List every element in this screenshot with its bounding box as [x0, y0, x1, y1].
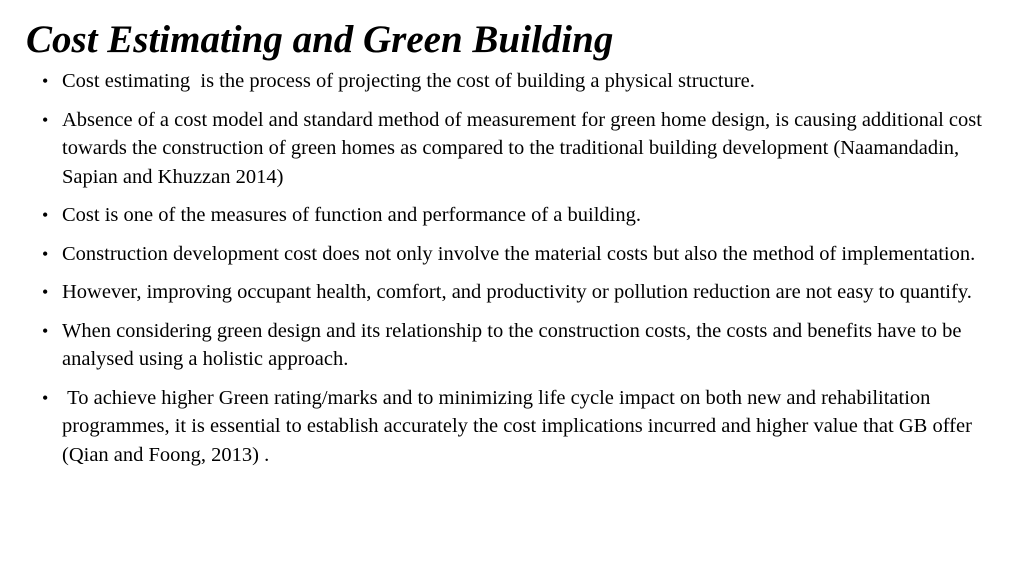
bullet-text: When considering green design and its relationship to the construction costs, the costs and benefits have to be analysed using a holistic approach. — [62, 319, 967, 370]
bullet-text: However, improving occupant health, comfort, and productivity or pollution reduction are not easy to quantify. — [62, 281, 972, 303]
bullet-item — [42, 240, 982, 269]
bullet-icon: • — [42, 205, 49, 225]
bullet-item — [42, 67, 982, 96]
bullet-item — [42, 278, 982, 307]
bullet-icon: • — [42, 320, 49, 341]
bullet-item — [42, 201, 982, 230]
bullet-icon: • — [42, 387, 49, 408]
bullet-item — [42, 384, 982, 470]
bullet-list — [42, 67, 988, 479]
bullet-text: Construction development cost does not only involve the material costs but also the method of implementation. — [62, 242, 976, 265]
bullet-item — [42, 317, 982, 374]
bullet-icon: • — [42, 282, 49, 302]
slide-title: Cost Estimating and Green Building — [26, 18, 614, 61]
bullet-text: To achieve higher Green rating/marks and to minimizing life cycle impact on both new and rehabilitation programmes, it is essential to establish accurately the cost implications incurred and higher value that GB offer (Qian and Foong, 2013) . — [62, 386, 978, 466]
bullet-text: Cost estimating is the process of projecting the cost of building a physical structure. — [62, 70, 755, 92]
bullet-icon: • — [42, 71, 49, 91]
bullet-text: Absence of a cost model and standard method of measurement for green home design, is causing additional cost towards the construction of green homes as compared to the traditional building development (Naamandadin, Sapian and Khuzzan 2014) — [62, 108, 988, 188]
bullet-icon: • — [42, 109, 49, 130]
bullet-text: Cost is one of the measures of function and performance of a building. — [62, 204, 641, 226]
bullet-item — [42, 106, 988, 192]
bullet-icon: • — [42, 243, 49, 264]
